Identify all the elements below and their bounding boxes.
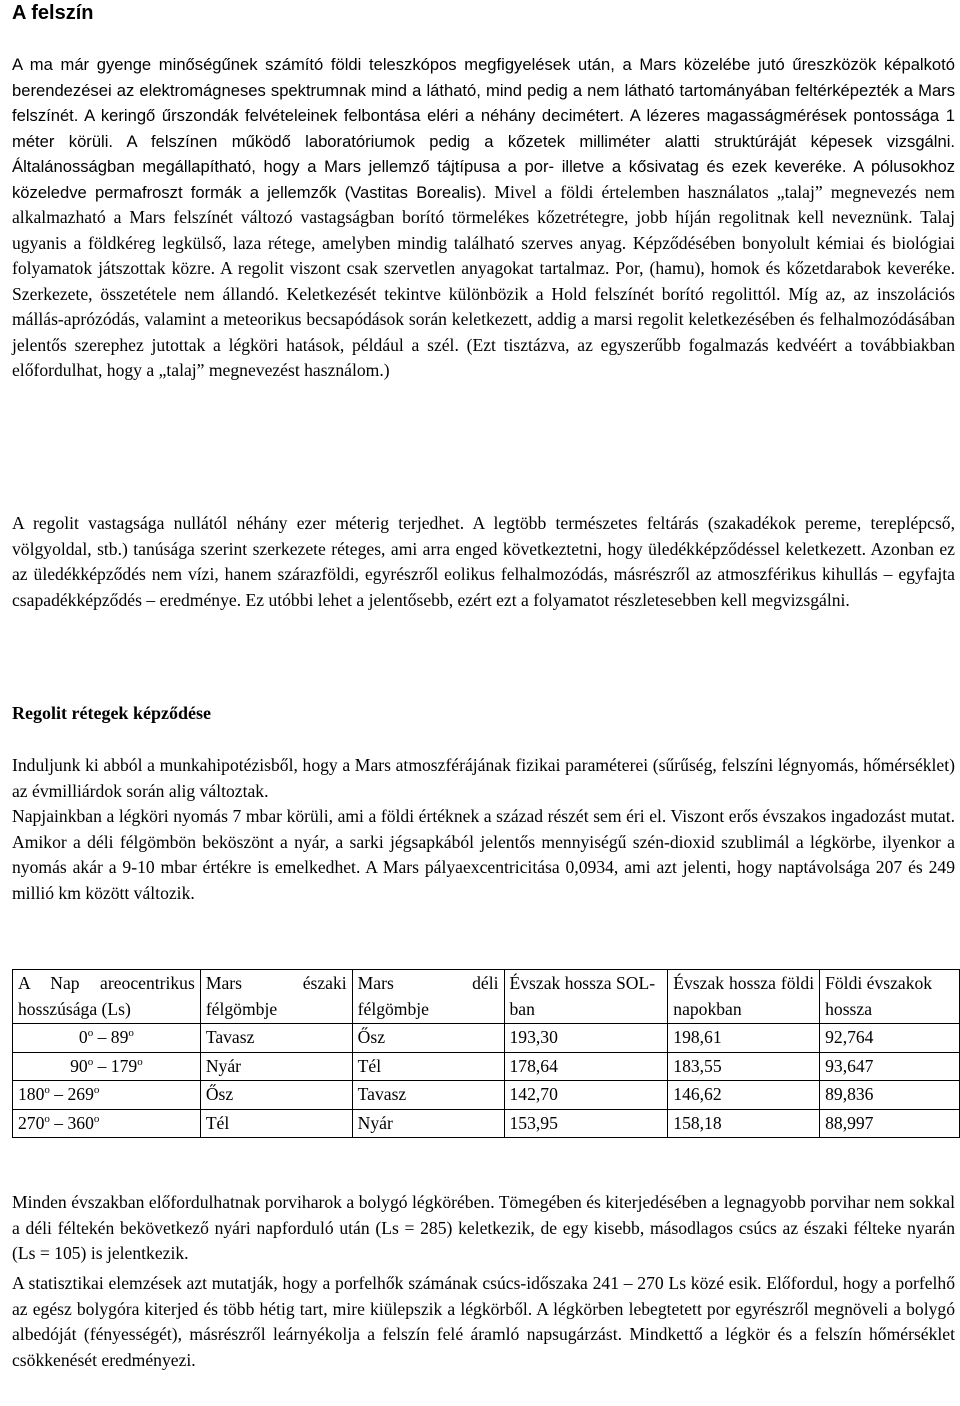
regolit-paragraph: A regolit vastagsága nullától néhány ezer méterig terjedhet. A legtöbb természetes feltárás (szakadékok pereme, tereplépcső, völgyoldal, stb.) tanúsága szerint szerkezete réteges, ami arra enged következtetni, hogy üledékképződéssel keletkezett. Azonban ez az üledékképződés nem vízi, hanem szárazföldi, egyrészről eolikus felhalmozódás, másrészről az atmoszférikus kihullás – egyfajta csapadékképződés – eredménye. Ez utóbbi lehet a jelentősebb, ezért ezt a folyamatot részletesebben kell megvizsgálni. — [12, 513, 955, 610]
degree-sign: o — [93, 1084, 100, 1097]
north-season-cell: Tavasz — [200, 1024, 352, 1053]
ls-range-cell: 0$^o$ – 89$^o$ — [13, 1024, 201, 1053]
degree-sign: o — [128, 1027, 134, 1040]
table-row — [13, 1024, 960, 1053]
earth-season-cell: 93,647 — [820, 1052, 960, 1081]
south-season-cell: Tél — [352, 1052, 504, 1081]
ls-to: 179 — [110, 1055, 138, 1076]
degree-sign: o — [93, 1112, 100, 1125]
degree-sign: o — [44, 1084, 50, 1097]
table-header-row — [13, 970, 960, 1024]
sol-cell: 142,70 — [504, 1081, 668, 1110]
ls-range-cell: 90$^o$ – 179$^o$ — [13, 1052, 201, 1081]
ls-to: 269 — [67, 1084, 94, 1104]
page-title: A felszín — [12, 2, 94, 24]
header-cell-sol: Évszak hossza SOL-ban — [504, 970, 668, 1024]
sol-cell: 193,30 — [504, 1024, 668, 1053]
section-heading: Regolit rétegek képződése — [12, 703, 211, 723]
earth-season-cell: 89,836 — [820, 1081, 960, 1110]
seasons-table — [12, 969, 960, 1138]
earth-days-cell: 198,61 — [668, 1024, 820, 1053]
intro-sans-text: A ma már gyenge minőségűnek számító földi teleszkópos megfigyelések után, a Mars közelébe jutó űreszközök képalkotó berendezései az elektromágneses spektrumnak mind a látható, mind pedig a nem látható tartományában feltérképezték a Mars felszínét. A keringő űrszondák felvételeinek felbontása eléri a néhány decimétert. A lézeres magasságmérések pontossága 1 méter körüli. A felszínen működő laboratóriumok pedig a kőzetek milliméter alatti struktúráját képesek vizsgálni. Általánosságban megállapítható, hogy a Mars jellemző tájtípusa a por- illetve a kősivatag és ezek keveréke. A pólusokhoz közeledve permafroszt formák a jellemzők (Vastitas Borealis). — [12, 55, 955, 202]
north-season-cell: Tél — [200, 1109, 352, 1138]
header-cell-north: Mars északi félgömbje — [200, 970, 352, 1024]
header-cell-earth-seasons: Földi évszakok hossza — [820, 970, 960, 1024]
ls-from: 270 — [18, 1112, 45, 1133]
degree-sign: o — [137, 1055, 143, 1068]
degree-sign: o — [87, 1055, 94, 1068]
intro-serif-text: Mivel a földi értelemben használatos „talaj” megnevezés nem alkalmazható a Mars felszínét változó vastagságban borító törmelékes kőzetrétegre, jobb híján regolitnak kell neveznünk. Talaj ugyanis a földkéreg legkülső, laza rétege, amelyben mindig található szerves anyag. Képződésében bonyolult kémiai és biológiai folyamatok játszottak közre. A regolit viszont csak szervetlen anyagokat tartalmaz. Por, (hamu), homok és kőzetdarabok keveréke. Szerkezete, összetétele nem állandó. Keletkezését tekintve különbözik a Hold felszínét borító regolittól. Míg az, az inszolációs mállás-aprózódás, valamint a meteorikus becsapódások során keletkezett, addig a marsi regolit keletkezésében és felhalmozódásában jelentős szerephez jutottak a légköri hatások, például a szél. (Ezt tisztázva, az egyszerűbb fogalmazás kedvéért a továbbiakban előfordulhat, hogy a „talaj” megnevezést használom.) — [12, 181, 955, 380]
south-season-cell: Nyár — [352, 1109, 504, 1138]
ls-from: 0 — [78, 1027, 88, 1047]
table-row — [13, 1052, 960, 1081]
earth-season-cell: 92,764 — [820, 1024, 960, 1053]
ls-to: 89 — [110, 1027, 129, 1047]
statistics-paragraph: A statisztikai elemzések azt mutatják, hogy a porfelhők számának csúcs-időszaka 241 – 270 Ls közé esik. Előfordul, hogy a porfelhő az egész bolygóra kiterjed és több hétig tart, mire kiülepszik a légkörből. A légkörben lebegtetett por egyrészről megnöveli a bolygó albedóját (fényességét), másrészről leárnyékolja a felszín felé áramló napsugárzást. Mindkettő a légkör és a felszín hőmérséklet csökkenését eredményezi. — [12, 1273, 955, 1370]
degree-sign: o — [87, 1027, 94, 1040]
header-cell-ls: A Nap areocentrikus hosszúsága (Ls) — [13, 970, 201, 1024]
sol-cell: 153,95 — [504, 1109, 668, 1138]
ls-range-cell: 180$^o$ – 269$^o$ — [13, 1081, 201, 1110]
earth-days-cell: 158,18 — [668, 1109, 820, 1138]
section-paragraph-2: Napjainkban a légköri nyomás 7 mbar körüli, ami a földi értéknek a század részét sem éri el. Viszont erős évszakos ingadozást mutat. Amikor a déli félgömbön beköszönt a nyár, a sarki jégsapkából jelentős mennyiségű szén-dioxid szublimál a légkörbe, ilyenkor a nyomás akár a 9-10 mbar értékre is emelkedhet. A Mars pályaexcentricitása 0,0934, ami azt jelenti, hogy naptávolsága 207 és 249 millió km között változik. — [12, 806, 955, 903]
earth-days-cell: 183,55 — [668, 1052, 820, 1081]
south-season-cell: Tavasz — [352, 1081, 504, 1110]
dust-storm-paragraph: Minden évszakban előfordulhatnak porviharok a bolygó légkörében. Tömegében és kiterjedésében a legnagyobb porvihar nem sokkal a déli féltekén bekövetkező nyári napforduló után (Ls = 285) keletkezik, de egy kisebb, másodlagos csúcs az északi félteke nyarán (Ls = 105) is jelentkezik. — [12, 1192, 955, 1263]
header-cell-south: Mars déli félgömbje — [352, 970, 504, 1024]
ls-from: 90 — [70, 1055, 88, 1076]
intro-paragraph — [12, 52, 955, 384]
header-cell-earth-days: Évszak hossza földi napokban — [668, 970, 820, 1024]
table-row — [13, 1109, 960, 1138]
south-season-cell: Ősz — [352, 1024, 504, 1053]
table-row — [13, 1081, 960, 1110]
ls-to: 360 — [67, 1112, 94, 1133]
degree-sign: o — [44, 1112, 50, 1125]
sol-cell: 178,64 — [504, 1052, 668, 1081]
north-season-cell: Ősz — [200, 1081, 352, 1110]
north-season-cell: Nyár — [200, 1052, 352, 1081]
ls-range-cell: 270$^o$ – 360$^o$ — [13, 1109, 201, 1138]
earth-days-cell: 146,62 — [668, 1081, 820, 1110]
ls-from: 180 — [18, 1084, 45, 1104]
section-paragraph-1: Induljunk ki abból a munkahipotézisből, hogy a Mars atmoszférájának fizikai paraméterei (sűrűség, felszíni légnyomás, hőmérséklet) az évmilliárdok során alig változtak. — [12, 755, 955, 801]
earth-season-cell: 88,997 — [820, 1109, 960, 1138]
